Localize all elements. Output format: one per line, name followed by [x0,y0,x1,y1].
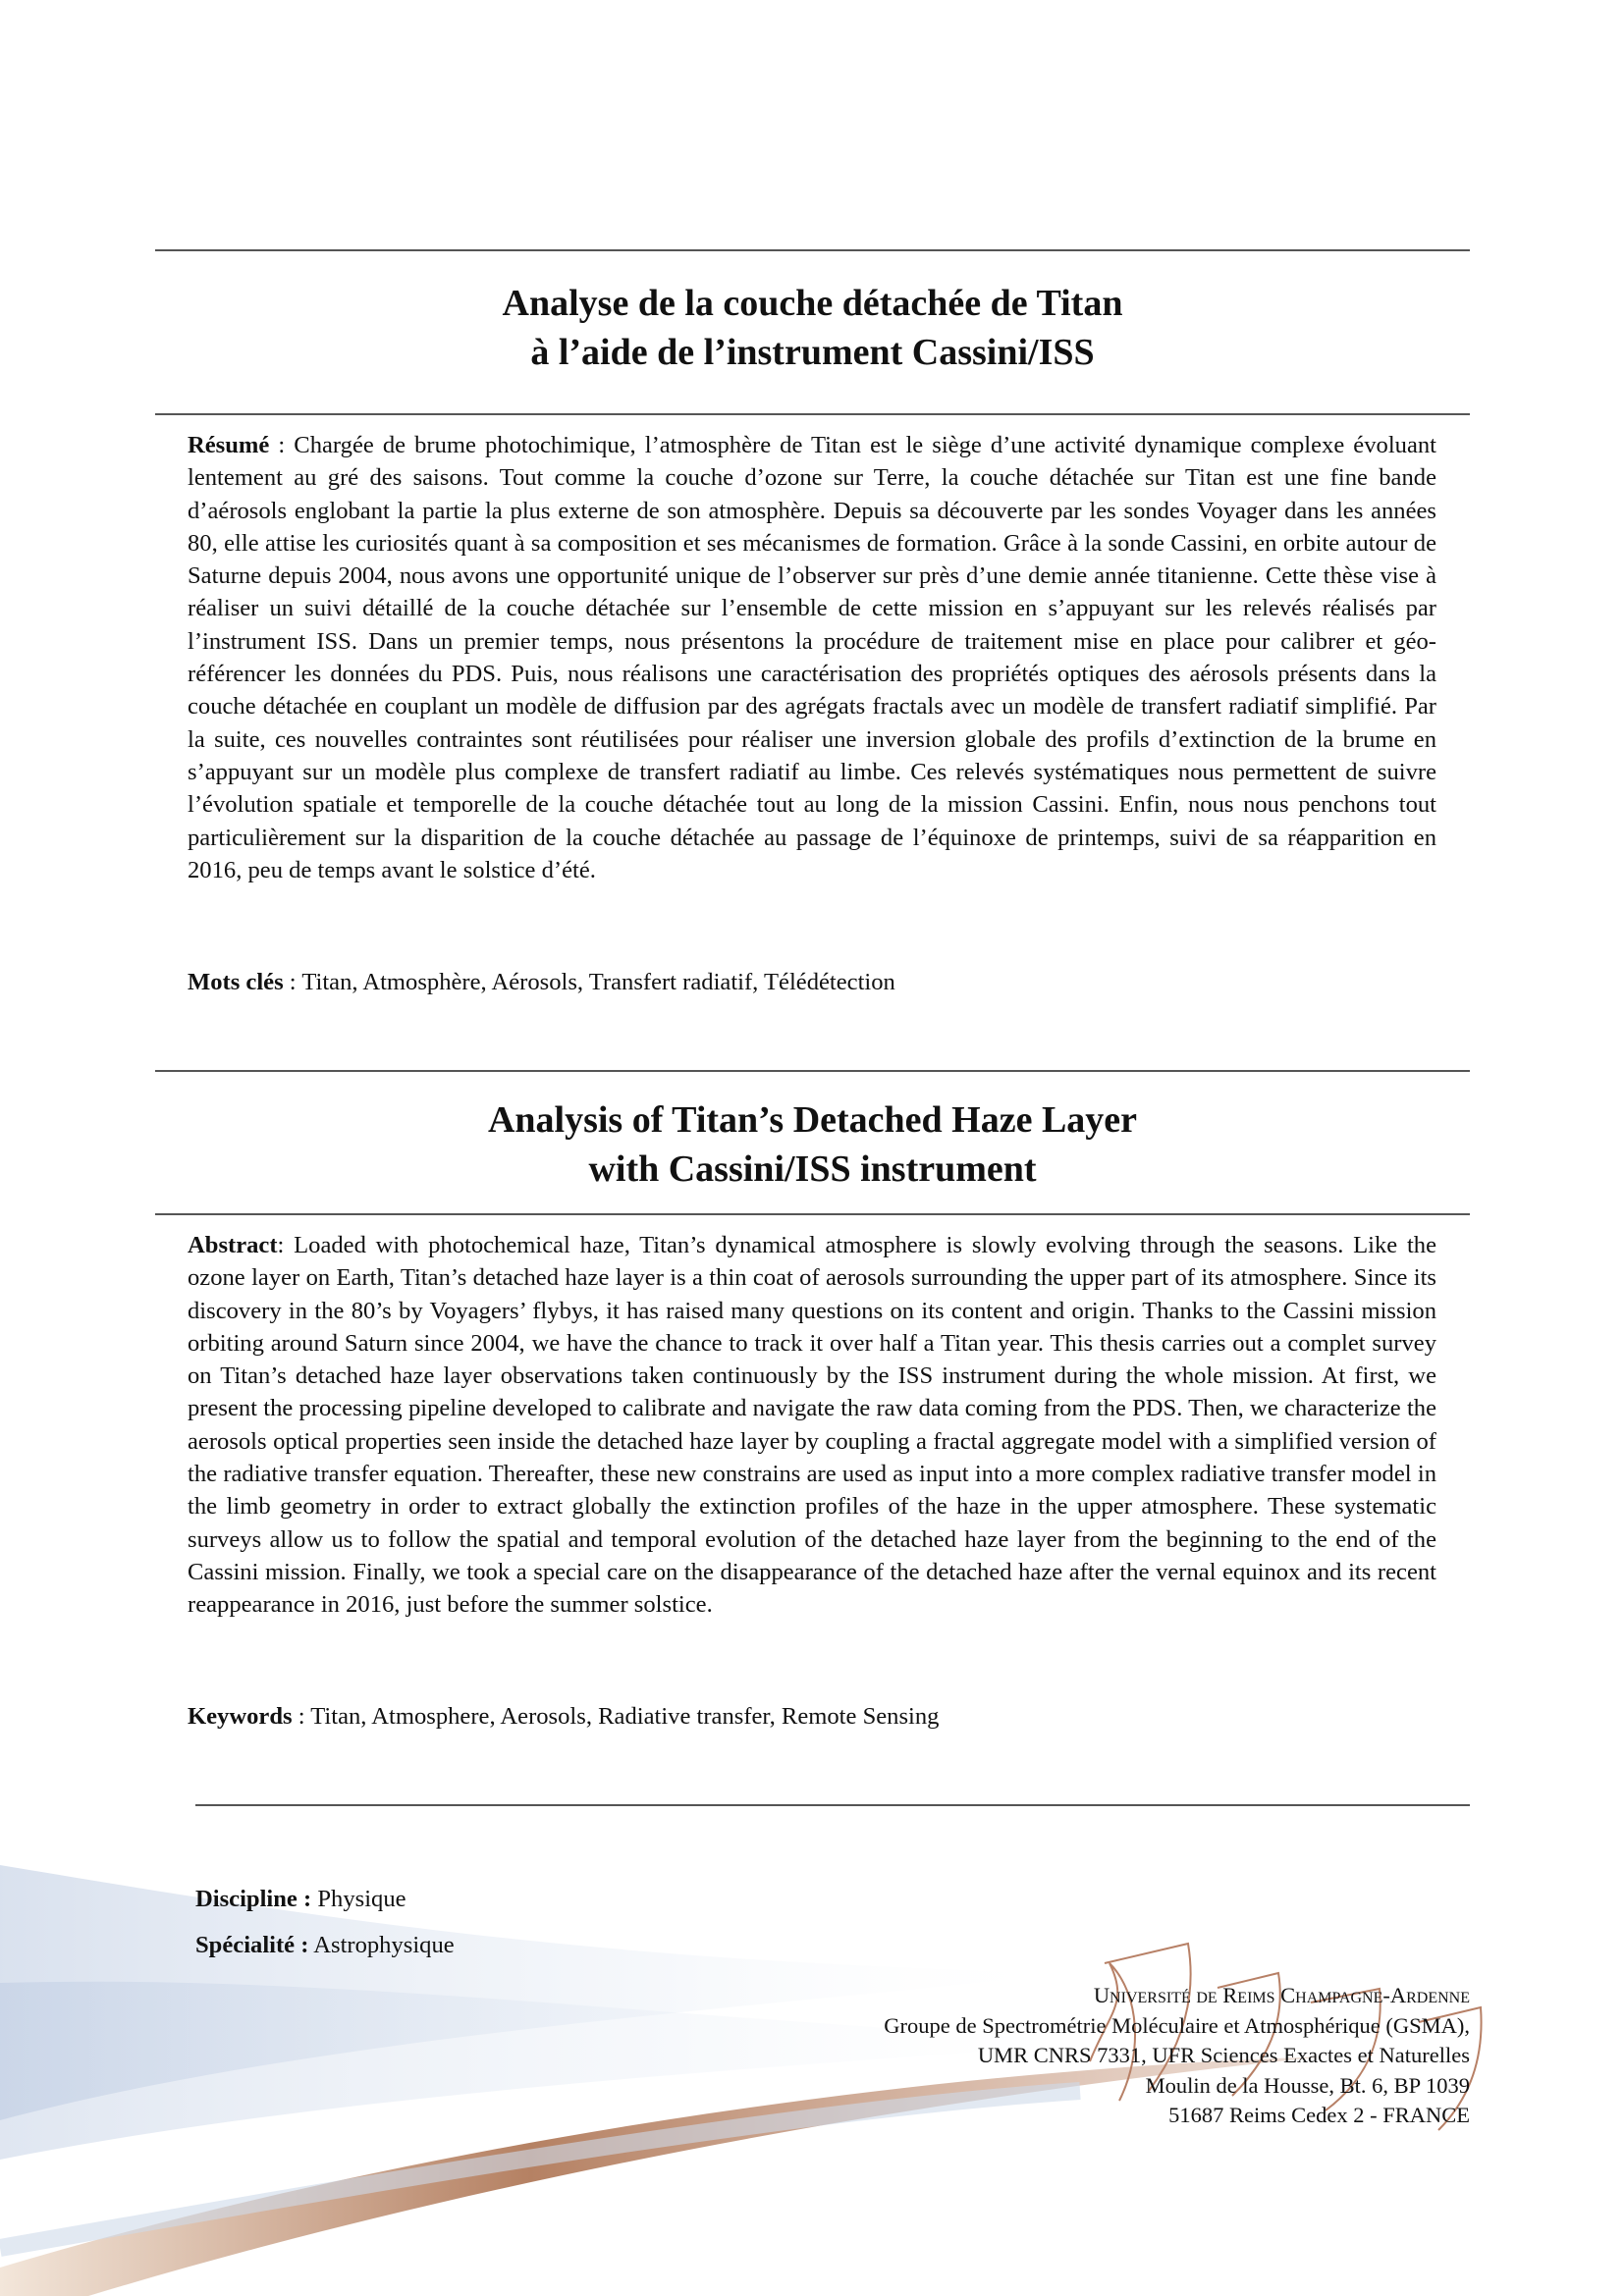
address-line: UMR CNRS 7331, UFR Sciences Exactes et Naturelles [977,2043,1470,2067]
french-keywords [188,969,895,996]
separator: : [283,969,302,995]
french-abstract-label: Résumé [188,432,270,458]
english-top-rule [155,1070,1470,1072]
english-abstract [188,1229,1436,1622]
separator: : [269,432,295,458]
english-title-line2: with Cassini/ISS instrument [588,1148,1037,1190]
specialite [195,1932,455,1959]
english-title-rule [155,1213,1470,1215]
english-title-line1: Analysis of Titan’s Detached Haze Layer [487,1099,1138,1141]
specialite-value: Astrophysique [313,1932,455,1958]
english-keywords-text: Titan, Atmosphere, Aerosols, Radiative transfer, Remote Sensing [310,1703,940,1730]
french-title-rule [155,413,1470,415]
bottom-rule [195,1804,1470,1806]
english-title [155,1095,1470,1194]
french-keywords-text: Titan, Atmosphère, Aérosols, Transfert radiatif, Télédétection [301,969,895,995]
top-rule [155,249,1470,251]
address-line: Moulin de la Housse, Bt. 6, BP 1039 [1145,2072,1470,2098]
specialite-label: Spécialité : [195,1932,309,1958]
address-line: 51687 Reims Cedex 2 - FRANCE [1168,2103,1470,2127]
english-keywords-label: Keywords [188,1703,293,1730]
french-keywords-label: Mots clés [188,969,284,995]
separator: : [292,1703,311,1730]
french-abstract [188,429,1436,886]
french-title-line1: Analyse de la couche détachée de Titan [502,283,1123,324]
french-abstract-text: Chargée de brume photochimique, l’atmosphère de Titan est le siège d’une activité dynamique complexe évoluant lentement au gré des saisons. Tout comme la couche d’ozone sur Terre, la couche détachée sur Titan est une fine bande d’aérosols englobant la partie la plus externe de son atmosphère. Depuis sa découverte par les sondes Voyager dans les années 80, elle attise les curiosités quant à sa composition et ses mécanismes de formation. Grâce à la sonde Cassini, en orbite autour de Saturne depuis 2004, nous avons une opportunité unique de l’observer sur près d’une demie année titanienne. Cette thèse vise à réaliser un suivi détaillé de la couche détachée sur l’ensemble de cette mission en s’appuyant sur les relevés réalisés par l’instrument ISS. Dans un premier temps, nous présentons la procédure de traitement mise en place pour calibrer et géo-référencer les données du PDS. Puis, nous réalisons une caractérisation des propriétés optiques des aérosols présents dans la couche détachée en couplant un modèle de diffusion par des agrégats fractals avec un modèle de transfert radiatif simplifié. Par la suite, ces nouvelles contraintes sont réutilisées pour réaliser une inversion globale des profils d’extinction de la brume en s’appuyant sur un modèle plus complexe de transfert radiatif au limbe. Ces relevés systématiques nous permettent de suivre l’évolution spatiale et temporelle de la couche détachée tout au long de la mission Cassini. Enfin, nous nous penchons tout particulièrement sur la disparition de la couche détachée au passage de l’équinoxe de printemps, suivi de sa réapparition en 2016, peu de temps avant le solstice d’été. [188,432,1436,883]
discipline [195,1886,406,1913]
discipline-label: Discipline : [195,1886,312,1912]
english-abstract-text: Loaded with photochemical haze, Titan’s dynamical atmosphere is slowly evolving through the seasons. Like the ozone layer on Earth, Titan’s detached haze layer is a thin coat of aerosols surrounding the upper part of its atmosphere. Since its discovery in the 80’s by Voyagers’ flybys, it has raised many questions on its content and origin. Thanks to the Cassini mission orbiting around Saturn since 2004, we have the chance to track it over half a Titan year. This thesis carries out a complet survey on Titan’s detached haze layer observations taken continuously by the ISS instrument during the whole mission. At first, we present the processing pipeline developed to calibrate and navigate the raw data coming from the PDS. Then, we characterize the aerosols optical properties seen inside the detached haze layer by coupling a fractal aggregate model with a simplified version of the radiative transfer equation. Thereafter, these new constrains are used as input into a more complex radiative transfer model in the limb geometry in order to extract globally the extinction profiles of the haze in the upper atmosphere. These systematic surveys allow us to follow the spatial and temporal evolution of the detached haze layer from the beginning to the end of the Cassini mission. Finally, we took a special care on the disappearance of the detached haze after the vernal equinox and its recent reappearance in 2016, just before the summer solstice. [188,1232,1436,1619]
english-abstract-label: Abstract [188,1232,278,1258]
address-line: Groupe de Spectrométrie Moléculaire et Atmosphérique (GSMA), [884,2012,1470,2038]
separator: : [277,1232,295,1258]
address-block [884,1981,1470,2131]
french-title [155,279,1470,377]
english-keywords [188,1703,939,1731]
discipline-value: Physique [317,1886,406,1912]
french-title-line2: à l’aide de l’instrument Cassini/ISS [530,332,1095,373]
university-name: Université de Reims Champagne-Ardenne [1093,1983,1470,2007]
